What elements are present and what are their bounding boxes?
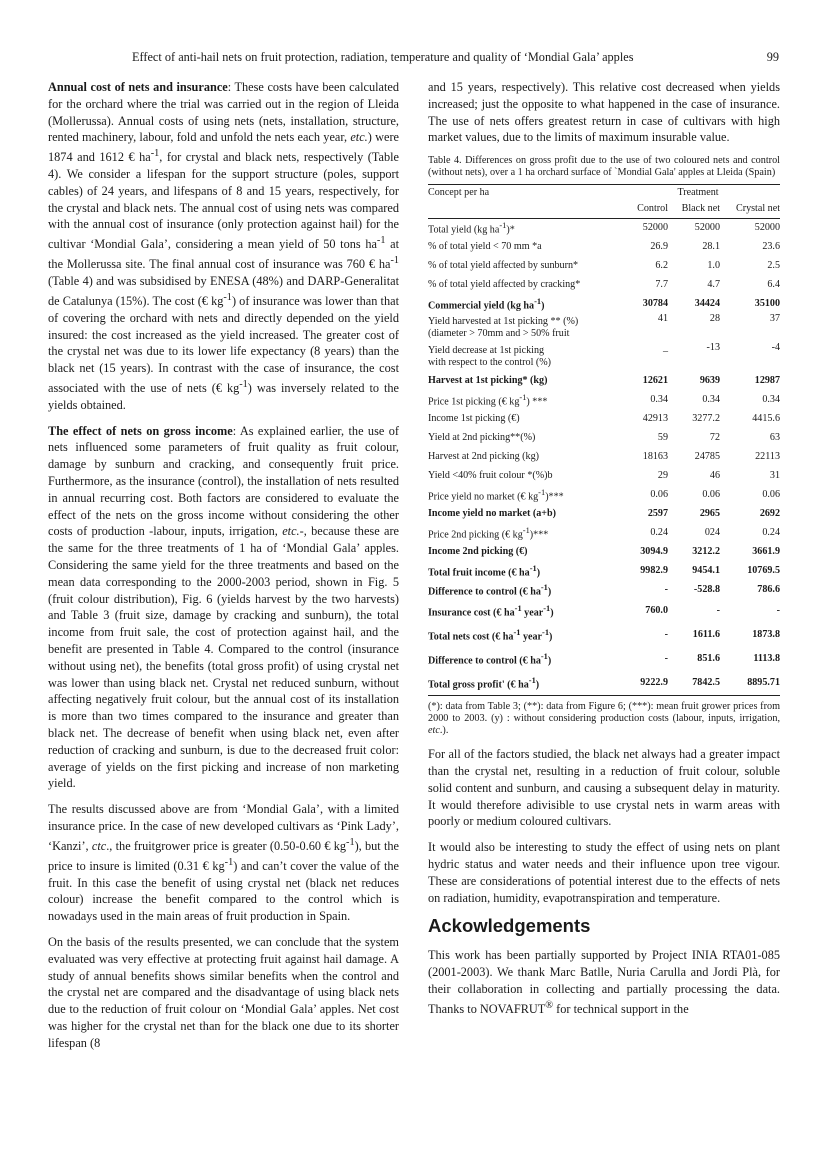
row-label: Difference to control (€ $ha^{-1}$) bbox=[428, 652, 552, 667]
cell-black-net: -13 bbox=[706, 342, 720, 354]
cell-control: 0.34 bbox=[650, 393, 668, 405]
treatment-header: Treatment bbox=[677, 186, 719, 198]
row-label: Price yield no market (€ $kg^{-1})***$ bbox=[428, 487, 564, 503]
row-label: Price 2nd picking (€ $kg^{-1})***$ bbox=[428, 525, 549, 541]
row-label: Total fruit income (€ $ha^{-1}$) bbox=[428, 563, 541, 579]
acknowledgements-heading: Ackowledgements bbox=[428, 915, 591, 937]
cell-control: 3094.9 bbox=[640, 545, 668, 557]
cell-control: 0.24 bbox=[650, 526, 668, 538]
concept-header: Concept per ha bbox=[428, 186, 490, 198]
cell-control: 26.9 bbox=[650, 240, 668, 252]
cell-control: 2597 bbox=[647, 507, 668, 519]
table-row bbox=[428, 275, 780, 294]
cell-crystal-net: 3661.9 bbox=[752, 545, 780, 557]
row-label: Difference to control (€ $ha^{-1}$) bbox=[428, 582, 552, 598]
cell-black-net: 7842.5 bbox=[692, 677, 720, 689]
table-row bbox=[428, 342, 780, 371]
cell-crystal-net: 23.6 bbox=[762, 240, 780, 252]
cell-black-net: 28 bbox=[709, 313, 720, 325]
table-row bbox=[428, 256, 780, 275]
table-row bbox=[428, 623, 780, 647]
table-caption: Table 4. Differences on gross profit due to the use of two coloured nets and control (without nets), over a 1 ha orchard surface of `Mondial Gala' apples at Lleida (Spain) bbox=[428, 155, 780, 179]
cell-crystal-net: 2.5 bbox=[767, 259, 780, 271]
cell-crystal-net: 786.6 bbox=[757, 583, 780, 595]
cell-crystal-net: 52000 bbox=[754, 222, 780, 234]
col-header-control: Control bbox=[637, 203, 668, 215]
cell-crystal-net: 1113.8 bbox=[753, 653, 780, 665]
cell-black-net: 0.34 bbox=[702, 393, 720, 405]
cell-control: 7.7 bbox=[655, 278, 668, 290]
cell-black-net: 2965 bbox=[699, 507, 720, 519]
table-row bbox=[428, 428, 780, 447]
cell-black-net: -528.8 bbox=[693, 583, 720, 595]
row-label: % of total yield affected by cracking* bbox=[428, 278, 581, 290]
header-title: Effect of anti-hail nets on fruit protection, radiation, temperature and quality of ‘Mondial Gala’ apples bbox=[132, 50, 634, 64]
cell-crystal-net: 8895.71 bbox=[747, 677, 780, 689]
cell-control: 9982.9 bbox=[640, 564, 668, 576]
paragraph-conclusion: On the basis of the results presented, we can conclude that the system evaluated was very effective at protecting fruit against hail damage. A study of annual benefits shows similar benefits when the control and the crystal net are compared and the disadvantage of using black nets due to the reduction of fruit colour on ‘Mondial Gala’ apples. Net cost was higher for the crystal net than for the black one due to its shorter lifespan (8 bbox=[48, 934, 399, 1050]
cell-crystal-net: 10769.5 bbox=[747, 564, 780, 576]
table-row bbox=[428, 580, 780, 599]
row-label: Yield decrease at 1st picking with respect to the control (%) bbox=[428, 345, 552, 368]
cell-black-net: 24785 bbox=[694, 450, 720, 462]
row-label: Income yield no market (a+b) bbox=[428, 507, 556, 519]
cell-black-net: 024 bbox=[704, 526, 720, 538]
cell-crystal-net: - bbox=[776, 605, 780, 617]
table-row bbox=[428, 485, 780, 504]
row-label: Yield at 2nd picking**(%) bbox=[428, 431, 536, 443]
running-header bbox=[48, 50, 779, 68]
cell-control: _ bbox=[662, 342, 668, 354]
table-row bbox=[428, 542, 780, 561]
col-header-crystal-net: Crystal net bbox=[735, 203, 780, 215]
right-column bbox=[428, 79, 780, 1027]
row-label: Total yield (kg $ha^{-1})*$ bbox=[428, 220, 515, 236]
row-label: Yield <40% fruit colour *(%)b bbox=[428, 469, 553, 481]
table-header-row bbox=[428, 184, 780, 200]
cell-control: 29 bbox=[657, 469, 668, 481]
table-row bbox=[428, 390, 780, 409]
cell-control: - bbox=[664, 653, 668, 665]
cell-black-net: 1611.6 bbox=[692, 629, 720, 641]
paragraph-gross-income: The effect of nets on gross income: As explained earlier, the use of nets influenced some parameters of fruit quality as fruit colour, damage by sunburn and cracking, and consequently fruit price. Furthermore, as the insurance (control), the installation of nets resulted in annual recurring cost. Both factors are considered to evaluate the effect of the nets on the gross income without considering the other costs of production -labour, inputs, irrigation, etc.-, because these are the same for the three treatments of 1 ha of ‘Mondial Gala’ apples. Considering the same yield for the three treatments and based on the mean data corresponding to the 2000-2003 period, shown in Fig. 5 (fruit colour distribution), Fig. 6 (yields harvest by the two harvests) and Table 3 (fruit size, damage by cracking and sunburn), the total income from fruit sale, the cost of protection against hail, and the benefit are presented in Table 4. Compared to the control (insurance without using net), the benefits (total gross profit) of using crystal net was lower than using black net. Crystal net reduced sunburn, without affecting negatively fruit colour, but the annual cost of its installation is more than two times compared to the insurance and greater than black net. The decrease of benefit when using black net, even after reduction of cracking and sunburn, is due to the decreased fruit color: average of yields on the first picking and increase of non marketing yield. bbox=[48, 423, 399, 791]
cell-black-net: 4.7 bbox=[707, 278, 720, 290]
paragraph-results-discussion: The results discussed above are from ‘Mondial Gala’, with a limited insurance price. In the case of new developed cultivars as ‘Pink Lady’, ‘Kanzi’, ctc., the fruitgrower price is greater (0.50-0.60 € $kg^{-1}$), but the price to insure is limited (0.31 € $kg^{-1}$) and can’t cover the value of the fruit. In this case the benefit of using crystal net (black net reduces colour) increase the benefit compared to the control which is nowadays used in the main areas of fruit production in Spain. bbox=[48, 802, 399, 924]
table-4 bbox=[428, 184, 780, 696]
table-row bbox=[428, 237, 780, 256]
table-footnote: (*): data from Table 3; (**): data from Figure 6; (***): mean fruit grower prices from 2000 to 2003. (y) : without considering production costs (labour, inputs, irrigation, etc.). bbox=[428, 700, 780, 736]
cell-black-net: 52000 bbox=[694, 222, 720, 234]
cell-crystal-net: 37 bbox=[769, 313, 780, 325]
row-label: Price 1st picking (€ $kg^{-1}$) *** bbox=[428, 392, 548, 408]
table-row bbox=[428, 447, 780, 466]
cell-crystal-net: 22113 bbox=[755, 450, 780, 462]
row-label: Income 2nd picking (€) bbox=[428, 545, 528, 557]
cell-black-net: 0.06 bbox=[702, 488, 720, 500]
row-label: % of total yield < 70 mm *a bbox=[428, 240, 542, 252]
cell-control: 52000 bbox=[642, 222, 668, 234]
paragraph-annual-cost: Annual cost of nets and insurance: These costs have been calculated for the orchard where the trial was carried out in the region of Lleida (Mollerussa). Annual costs of using nets (nets, installation, structure, rented machinery, labour, fold and unfold the nets each year, etc.) were 1874 and 1612 € $ha^{-1}$, for crystal and black nets, respectively (Table 4). We consider a lifespan for the support structure (poles, support cables) of 24 years, and lifespans of 8 and 15 years, respectively, for the crystal and black nets. The annual cost of using nets was compared with the annual cost of insurance (only protection against hail) for the cultivar ‘Mondial Gala’, considering a mean yield of 50 tons $ha^{-1}$ at the Mollerussa site. The final annual cost of insurance was 760 € $ha^{-1}$ (Table 4) and was subsidised by ENESA (48%) and DARP-Generalitat de Catalunya (15%). The cost (€ $kg^{-1}$) of insurance was lower than that of covering the orchard with nets and directly depended on the yield insured: the cost increased as the yield increased. The greater cost of the crystal net was due to its lower life expectancy (8 years) than the black net (15 years). In contrast with the case of insurance, the cost associated with the use of nets (€ $kg^{-1}$) was inversely related to the yields obtained. bbox=[48, 80, 400, 412]
page-number: 99 bbox=[766, 50, 779, 64]
cell-crystal-net: 1873.8 bbox=[752, 629, 780, 641]
cell-black-net: - bbox=[716, 605, 720, 617]
cell-black-net: 9454.1 bbox=[692, 564, 720, 576]
row-label: Harvest at 1st picking* (kg) bbox=[428, 374, 548, 386]
cell-control: 18163 bbox=[642, 450, 668, 462]
col-header-black-net: Black net bbox=[681, 203, 720, 215]
row-label: Total nets cost (€ $ha^{-1}$ year$^{-1}$) bbox=[428, 628, 553, 643]
row-label: Yield harvested at 1st picking ** (%) (diameter > 70mm and > 50% fruit bbox=[428, 316, 579, 339]
row-label: Harvest at 2nd picking (kg) bbox=[428, 450, 540, 462]
cell-control: 9222.9 bbox=[640, 677, 668, 689]
cell-black-net: 851.6 bbox=[697, 653, 720, 665]
cell-black-net: 46 bbox=[709, 469, 720, 481]
cell-black-net: 9639 bbox=[699, 374, 720, 386]
row-label: % of total yield affected by sunburn* bbox=[428, 259, 579, 271]
cell-crystal-net: 12987 bbox=[754, 374, 780, 386]
cell-black-net: 28.1 bbox=[702, 240, 720, 252]
cell-control: 0.06 bbox=[650, 488, 668, 500]
paragraph-black-net-impact: For all of the factors studied, the black net always had a greater impact than the crystal net, resulting in a reduction of fruit colour, soluble solid content and sunburn, and causing a subsequent delay in maturity. It would therefore adivisible to use crystal nets in warm areas with poorly or medium coloured cultivars. bbox=[428, 747, 780, 829]
cell-crystal-net: 0.06 bbox=[762, 488, 780, 500]
table-row bbox=[428, 371, 780, 390]
table-row bbox=[428, 671, 780, 695]
table-row bbox=[428, 313, 780, 342]
table-row bbox=[428, 523, 780, 542]
cell-black-net: 3277.2 bbox=[692, 412, 720, 424]
cell-crystal-net: -4 bbox=[771, 342, 780, 354]
cell-control: - bbox=[664, 583, 668, 595]
paragraph-heading: Annual cost of nets and insurance bbox=[48, 80, 228, 94]
cell-control: 42913 bbox=[642, 412, 668, 424]
cell-crystal-net: 0.34 bbox=[762, 393, 780, 405]
table-row bbox=[428, 647, 780, 671]
cell-crystal-net: 4415.6 bbox=[752, 412, 780, 424]
table-row bbox=[428, 561, 780, 580]
cell-crystal-net: 2692 bbox=[759, 507, 780, 519]
cell-black-net: 3212.2 bbox=[692, 545, 720, 557]
cell-control: 760.0 bbox=[645, 605, 668, 617]
cell-control: 41 bbox=[657, 313, 668, 325]
cell-control: 30784 bbox=[642, 297, 668, 309]
cell-crystal-net: 31 bbox=[769, 469, 780, 481]
cell-crystal-net: 0.24 bbox=[762, 526, 780, 538]
table-row bbox=[428, 218, 780, 237]
paragraph-continuation: and 15 years, respectively). This relative cost decreased when yields increased; just the opposite to what happened in the case of insurance. The use of nets offers greatest return in case of cultivars with high market values, due to the limits of maximum insurable value. bbox=[428, 80, 780, 145]
cell-control: 6.2 bbox=[655, 259, 668, 271]
row-label: Insurance cost (€ $ha^{-1}$ year$^{-1}$) bbox=[428, 604, 554, 619]
cell-black-net: 34424 bbox=[694, 297, 720, 309]
row-label: Total gross profit' (€ $ha^{-1}$) bbox=[428, 675, 540, 691]
left-column bbox=[48, 79, 399, 1060]
table-row bbox=[428, 409, 780, 428]
paragraph-acknowledgements: This work has been partially supported by Project INIA RTA01-085 (2001-2003). We thank Marc Batlle, Nuria Carulla and Jordi Plà, for their collaboration in collecting and partially processing the data. Thanks to NOVAFRUT® for technical support in the bbox=[428, 948, 780, 1016]
cell-control: 12621 bbox=[642, 374, 668, 386]
table-row bbox=[428, 466, 780, 485]
cell-black-net: 1.0 bbox=[707, 259, 720, 271]
cell-black-net: 72 bbox=[709, 431, 720, 443]
cell-crystal-net: 35100 bbox=[754, 297, 780, 309]
table-row bbox=[428, 294, 780, 313]
cell-crystal-net: 6.4 bbox=[767, 278, 780, 290]
table-row bbox=[428, 504, 780, 523]
paragraph-further-study: It would also be interesting to study the effect of using nets on plant hydric status and water needs and their influence upon tree vigour. These are considerations of potential interest due to the effects of nets on radiation, humidity, evapotranspiration and temperature. bbox=[428, 840, 780, 905]
row-label: Income 1st picking (€) bbox=[428, 412, 520, 424]
row-label: Commercial yield (kg $ha^{-1}$) bbox=[428, 296, 545, 312]
cell-control: 59 bbox=[657, 431, 668, 443]
cell-crystal-net: 63 bbox=[769, 431, 780, 443]
cell-control: - bbox=[664, 629, 668, 641]
paragraph-heading: The effect of nets on gross income bbox=[48, 423, 233, 438]
table-row bbox=[428, 599, 780, 623]
